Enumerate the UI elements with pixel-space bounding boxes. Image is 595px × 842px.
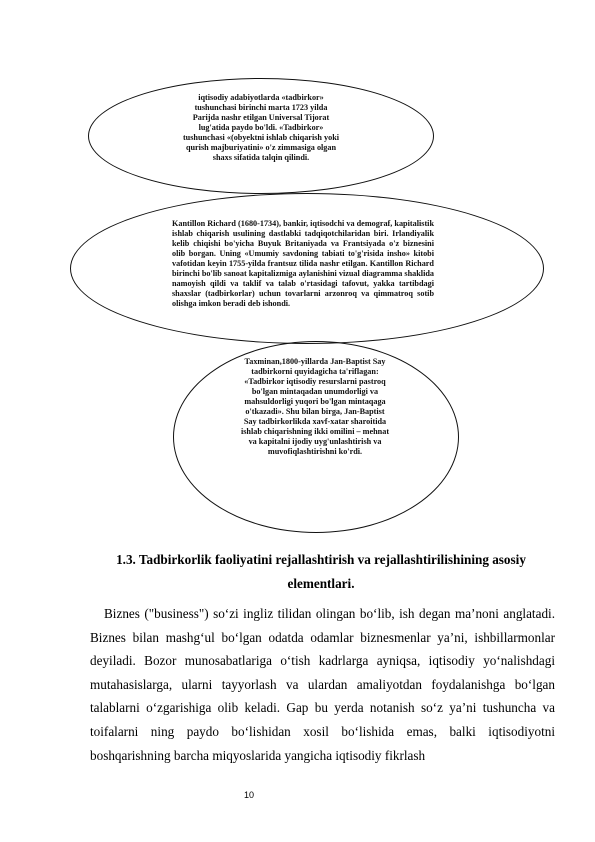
ellipse-text-3: Taxminan,1800-yillarda Jan-Baptist Say tadbirkorni quyidagicha ta'riflagan: «Tadbirkor iqtisodiy resurslarni pastroq bo'lgan mintaqadan unumdorligi va mahsuldorligi yuqori bo'lgan mintaqaga o'tkazadi». Shu bilan birga, Jan-Baptist Say tadbirkorlikda xavf-xatar sharoitida ishlab chiqarishning ikki omilini – mehnat va kapitalni ijodiy uyg'unlashtirish va muvofiqlashtirishni ko'rdi.	[240, 357, 390, 456]
section-heading: 1.3. Tadbirkorlik faoliyatini rejallashtirish va rejallashtirilishining asosiy elementlari.	[116, 552, 526, 591]
ellipse-text-1: iqtisodiy adabiyotlarda «tadbirkor» tushunchasi birinchi marta 1723 yilda Parijda nashr etilgan Universal Tijorat lug'atida paydo bo'ldi. «Tadbirkor» tushunchasi «(obyektni ishlab chiqarish yoki qurish majburiyatini» o'z zimmasiga olgan shaxs sifatida talqin qilindi.	[182, 93, 340, 162]
ellipse-text-2: Kantillon Richard (1680-1734), bankir, iqtisodchi va demograf, kapitalistik ishlab chiqarish usulining dastlabki tadqiqotchilaridan biri. Irlandiyalik kelib chiqishi bo'yicha Buyuk Britaniyada va Frantsiyada o'z biznesini olib borgan. Uning «Umumiy savdoning tabiati to'g'risida insho» kitobi vafotidan keyin 1755-yilda frantsuz tilida nashr etilgan. Kantillon Richard birinchi bo'lib sanoat kapitalizmiga aylanishini vizual diagramma shaklida namoyish qildi va taklif va talab o'rtasidagi tafovut, yakka tartibdagi shaxslar (tadbirkorlar) uchun tovarlarni arzonroq va qimmatroq sotib olishga imkon beradi deb ishondi.	[172, 219, 434, 308]
body-paragraph: Biznes ("business") so‘zi ingliz tilidan olingan bo‘lib, ish degan ma’noni anglatadi. Biznes bilan mashg‘ul bo‘lgan odatda odamlar biznesmenlar ya’ni, ishbillarmonlar deyiladi. Bozor munosabatlariga o‘tish kadrlarga ayniqsa, iqtisodiy yo‘nalishdagi mutahasislarga, ularni tayyorlash va ulardan amaliyotdan foydalanishga bo‘lgan talablarni o‘zgarishiga olib keladi. Gap bu yerda notanish so‘z ya’ni tushuncha va toifalarni ning paydo bo‘lishidan xosil bo‘lishida emas, balki iqtisodiyotni boshqarishning barcha miqyoslarida yangicha iqtisodiy fikrlash	[90, 606, 555, 763]
page-number: 10	[244, 790, 255, 800]
